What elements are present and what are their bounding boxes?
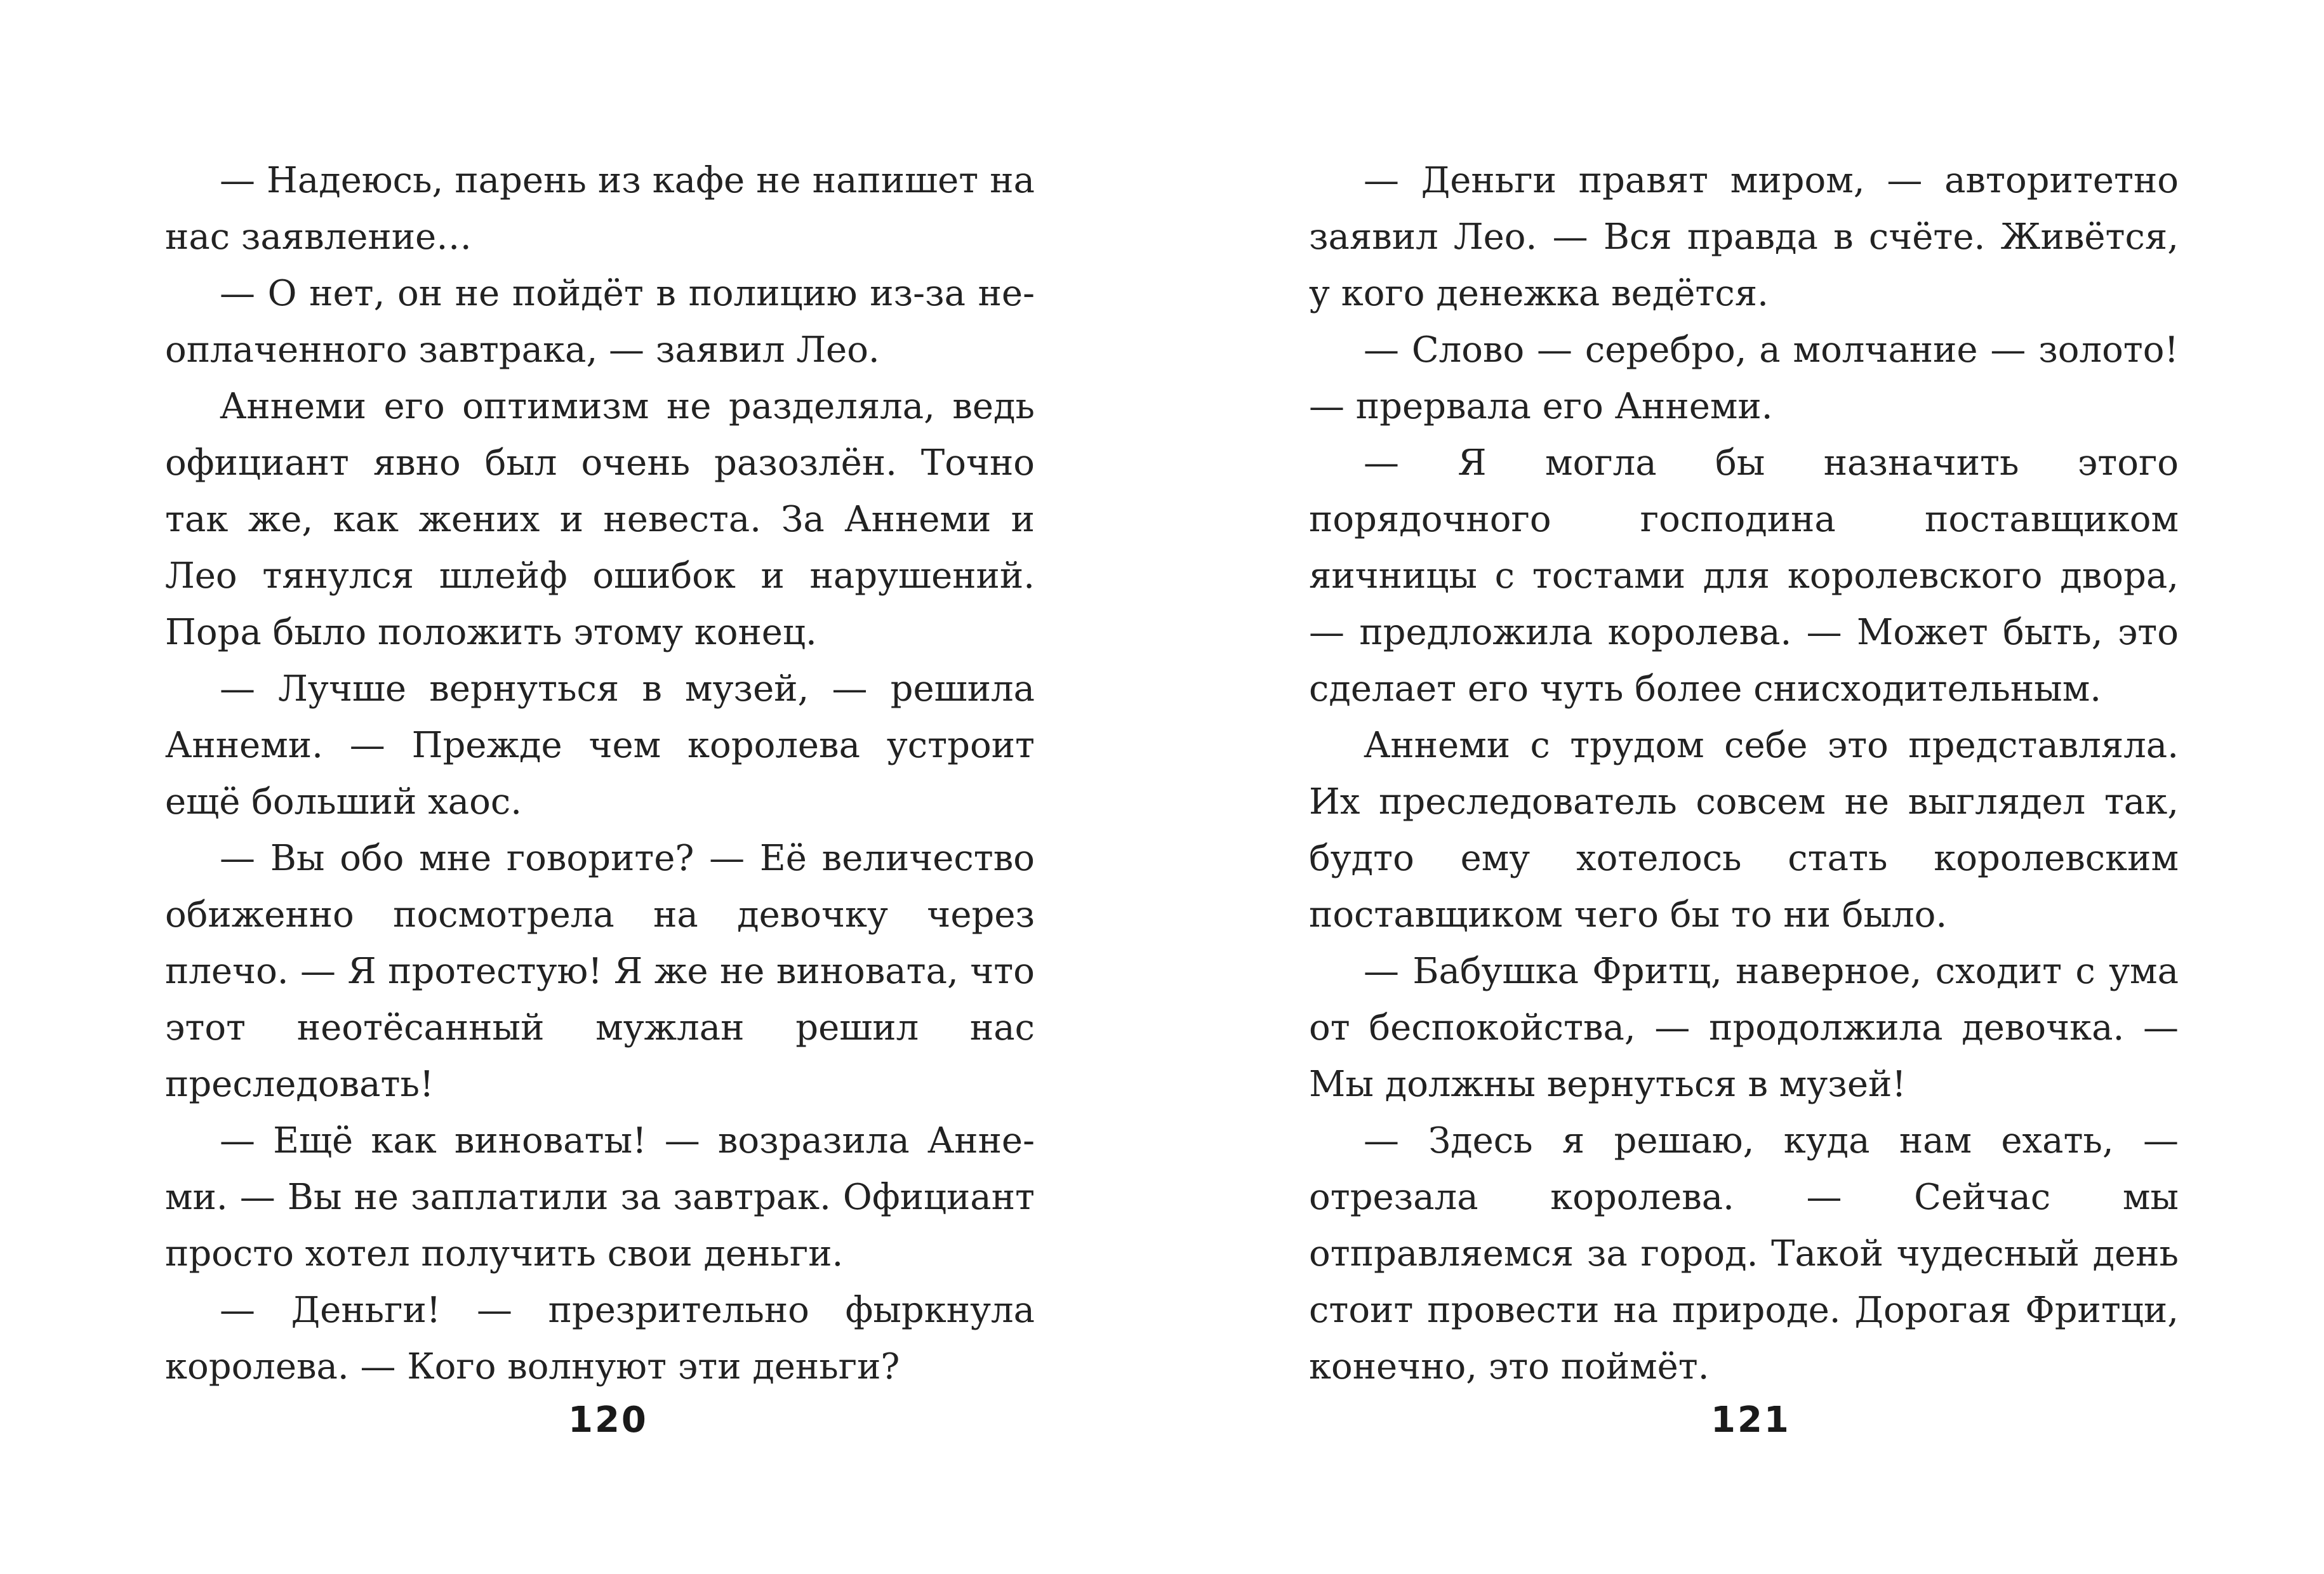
paragraph: — Вы обо мне говорите? — Её величество обиженно посмотрела на девочку через плечо. — Я протестую! Я же не виновата, что этот неотёсанный мужлан решил нас преследовать! — [165, 838, 1035, 1105]
paragraph: — О нет, он не пойдёт в полицию из-за неоплаченного завтрака, — заявил Лео. — [165, 273, 1035, 371]
page-number: 121 — [1711, 1399, 1791, 1441]
paragraph: — Слово — серебро, а молчание — золото! — прервала его Аннеми. — [1309, 329, 2179, 427]
left-page-text — [165, 152, 1035, 1395]
paragraph: — Деньги! — презрительно фыркнула королева. — Кого волнуют эти деньги? — [165, 1290, 1035, 1387]
paragraph: — Бабушка Фритц, наверное, сходит с ума от беспокойства, — продолжила девочка. — Мы должны вернуться в музей! — [1309, 951, 2179, 1105]
page-number: 120 — [568, 1399, 648, 1441]
paragraph: — Надеюсь, парень из кафе не напишет на нас заявление… — [165, 160, 1035, 258]
paragraph: — Лучше вернуться в музей, — решила Аннеми. — Прежде чем королева устроит ещё больший хаос. — [165, 668, 1035, 823]
paragraph: — Здесь я решаю, куда нам ехать, — отрезала королева. — Сейчас мы отправляемся за город. Такой чудесный день стоит провести на природе. Дорогая Фритци, конечно, это поймёт. — [1309, 1120, 2179, 1387]
right-page-text — [1309, 152, 2179, 1395]
paragraph: — Ещё как виноваты! — возразила Аннеми. — Вы не заплатили за завтрак. Официант просто хотел получить свои деньги. — [165, 1120, 1035, 1274]
paragraph: — Деньги правят миром, — авторитетно заявил Лео. — Вся правда в счёте. Живётся, у кого денежка ведётся. — [1309, 160, 2179, 314]
paragraph: — Я могла бы назначить этого порядочного господина поставщиком яичницы с тостами для королевского двора, — предложила королева. — Может быть, это сделает его чуть более снисходительным. — [1309, 442, 2179, 710]
paragraph: Аннеми с трудом себе это представляла. Их преследователь совсем не выглядел так, будто ему хотелось стать королевским поставщиком чего бы то ни было. — [1309, 725, 2179, 936]
paragraph: Аннеми его оптимизм не разделяла, ведь официант явно был очень разозлён. Точно так же, как жених и невеста. За Аннеми и Лео тянулся шлейф ошибок и нарушений. Пора было положить этому конец. — [165, 386, 1035, 653]
right-page — [1162, 0, 2323, 1574]
